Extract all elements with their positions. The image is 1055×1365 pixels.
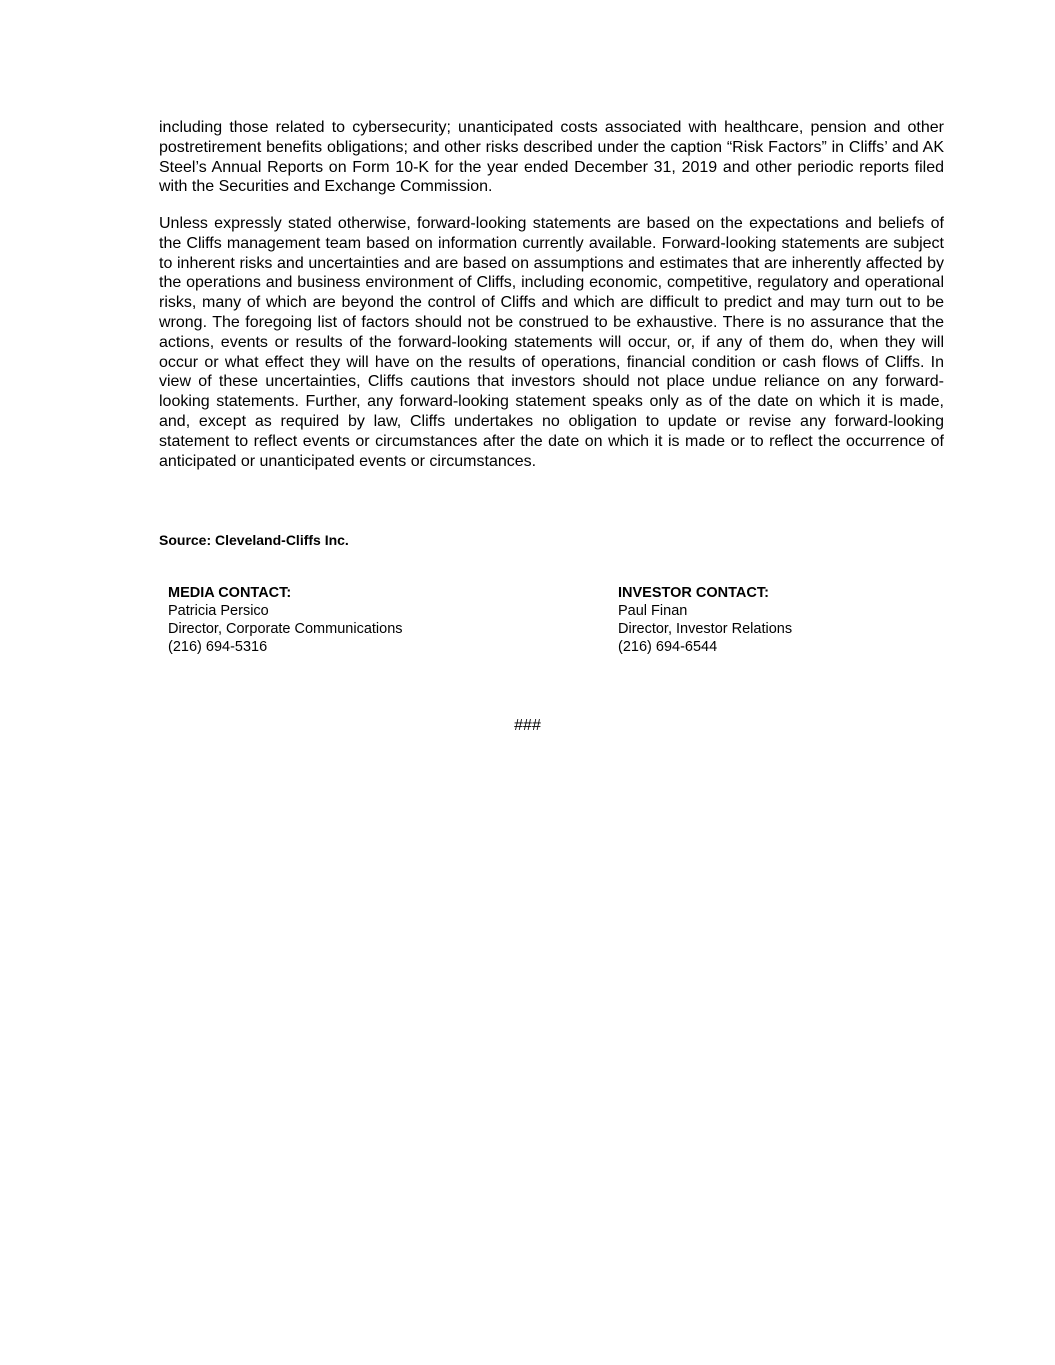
source-line: Source: Cleveland-Cliffs Inc. [159,532,349,548]
investor-contact-block [618,584,792,656]
media-contact-phone: (216) 694-5316 [168,639,268,655]
media-contact-name: Patricia Persico [168,603,269,619]
paragraph-risk-factors: including those related to cybersecurity; unanticipated costs associated with healthcare, pension and other postretirement benefits obligations; and other risks described under the caption “Risk Factors” in Cliffs’ and AK Steel’s Annual Reports on Form 10-K for the year ended December 31, 2019 and other periodic reports filed with the Securities and Exchange Commission. [159,119,944,196]
media-contact-title: Director, Corporate Communications [168,621,403,637]
investor-contact-phone: (216) 694-6544 [618,639,718,655]
end-of-release-mark: ### [514,717,541,734]
media-contact-block [168,584,403,656]
investor-contact-title: Director, Investor Relations [618,621,793,637]
investor-contact-heading: INVESTOR CONTACT: [618,585,769,601]
paragraph-forward-looking: Unless expressly stated otherwise, forward-looking statements are based on the expectations and beliefs of the Cliffs management team based on information currently available. Forward-looking statements are subject to inherent risks and uncertainties and are based on assumptions and estimates that are inherently affected by the operations and business environment of Cliffs, including economic, competitive, regulatory and operational risks, many of which are beyond the control of Cliffs and which are difficult to predict and may turn out to be wrong. The foregoing list of factors should not be construed to be exhaustive. There is no assurance that the actions, events or results of the forward-looking statements will occur, or, if any of them do, when they will occur or what effect they will have on the results of operations, financial condition or cash flows of Cliffs. In view of these uncertainties, Cliffs cautions that investors should not place undue reliance on any forward-looking statements. Further, any forward-looking statement speaks only as of the date on which it is made, and, except as required by law, Cliffs undertakes no obligation to update or revise any forward-looking statement to reflect events or circumstances after the date on which it is made or to reflect the occurrence of anticipated or unanticipated events or circumstances. [159,215,944,470]
investor-contact-name: Paul Finan [618,603,688,619]
media-contact-heading: MEDIA CONTACT: [168,585,292,601]
